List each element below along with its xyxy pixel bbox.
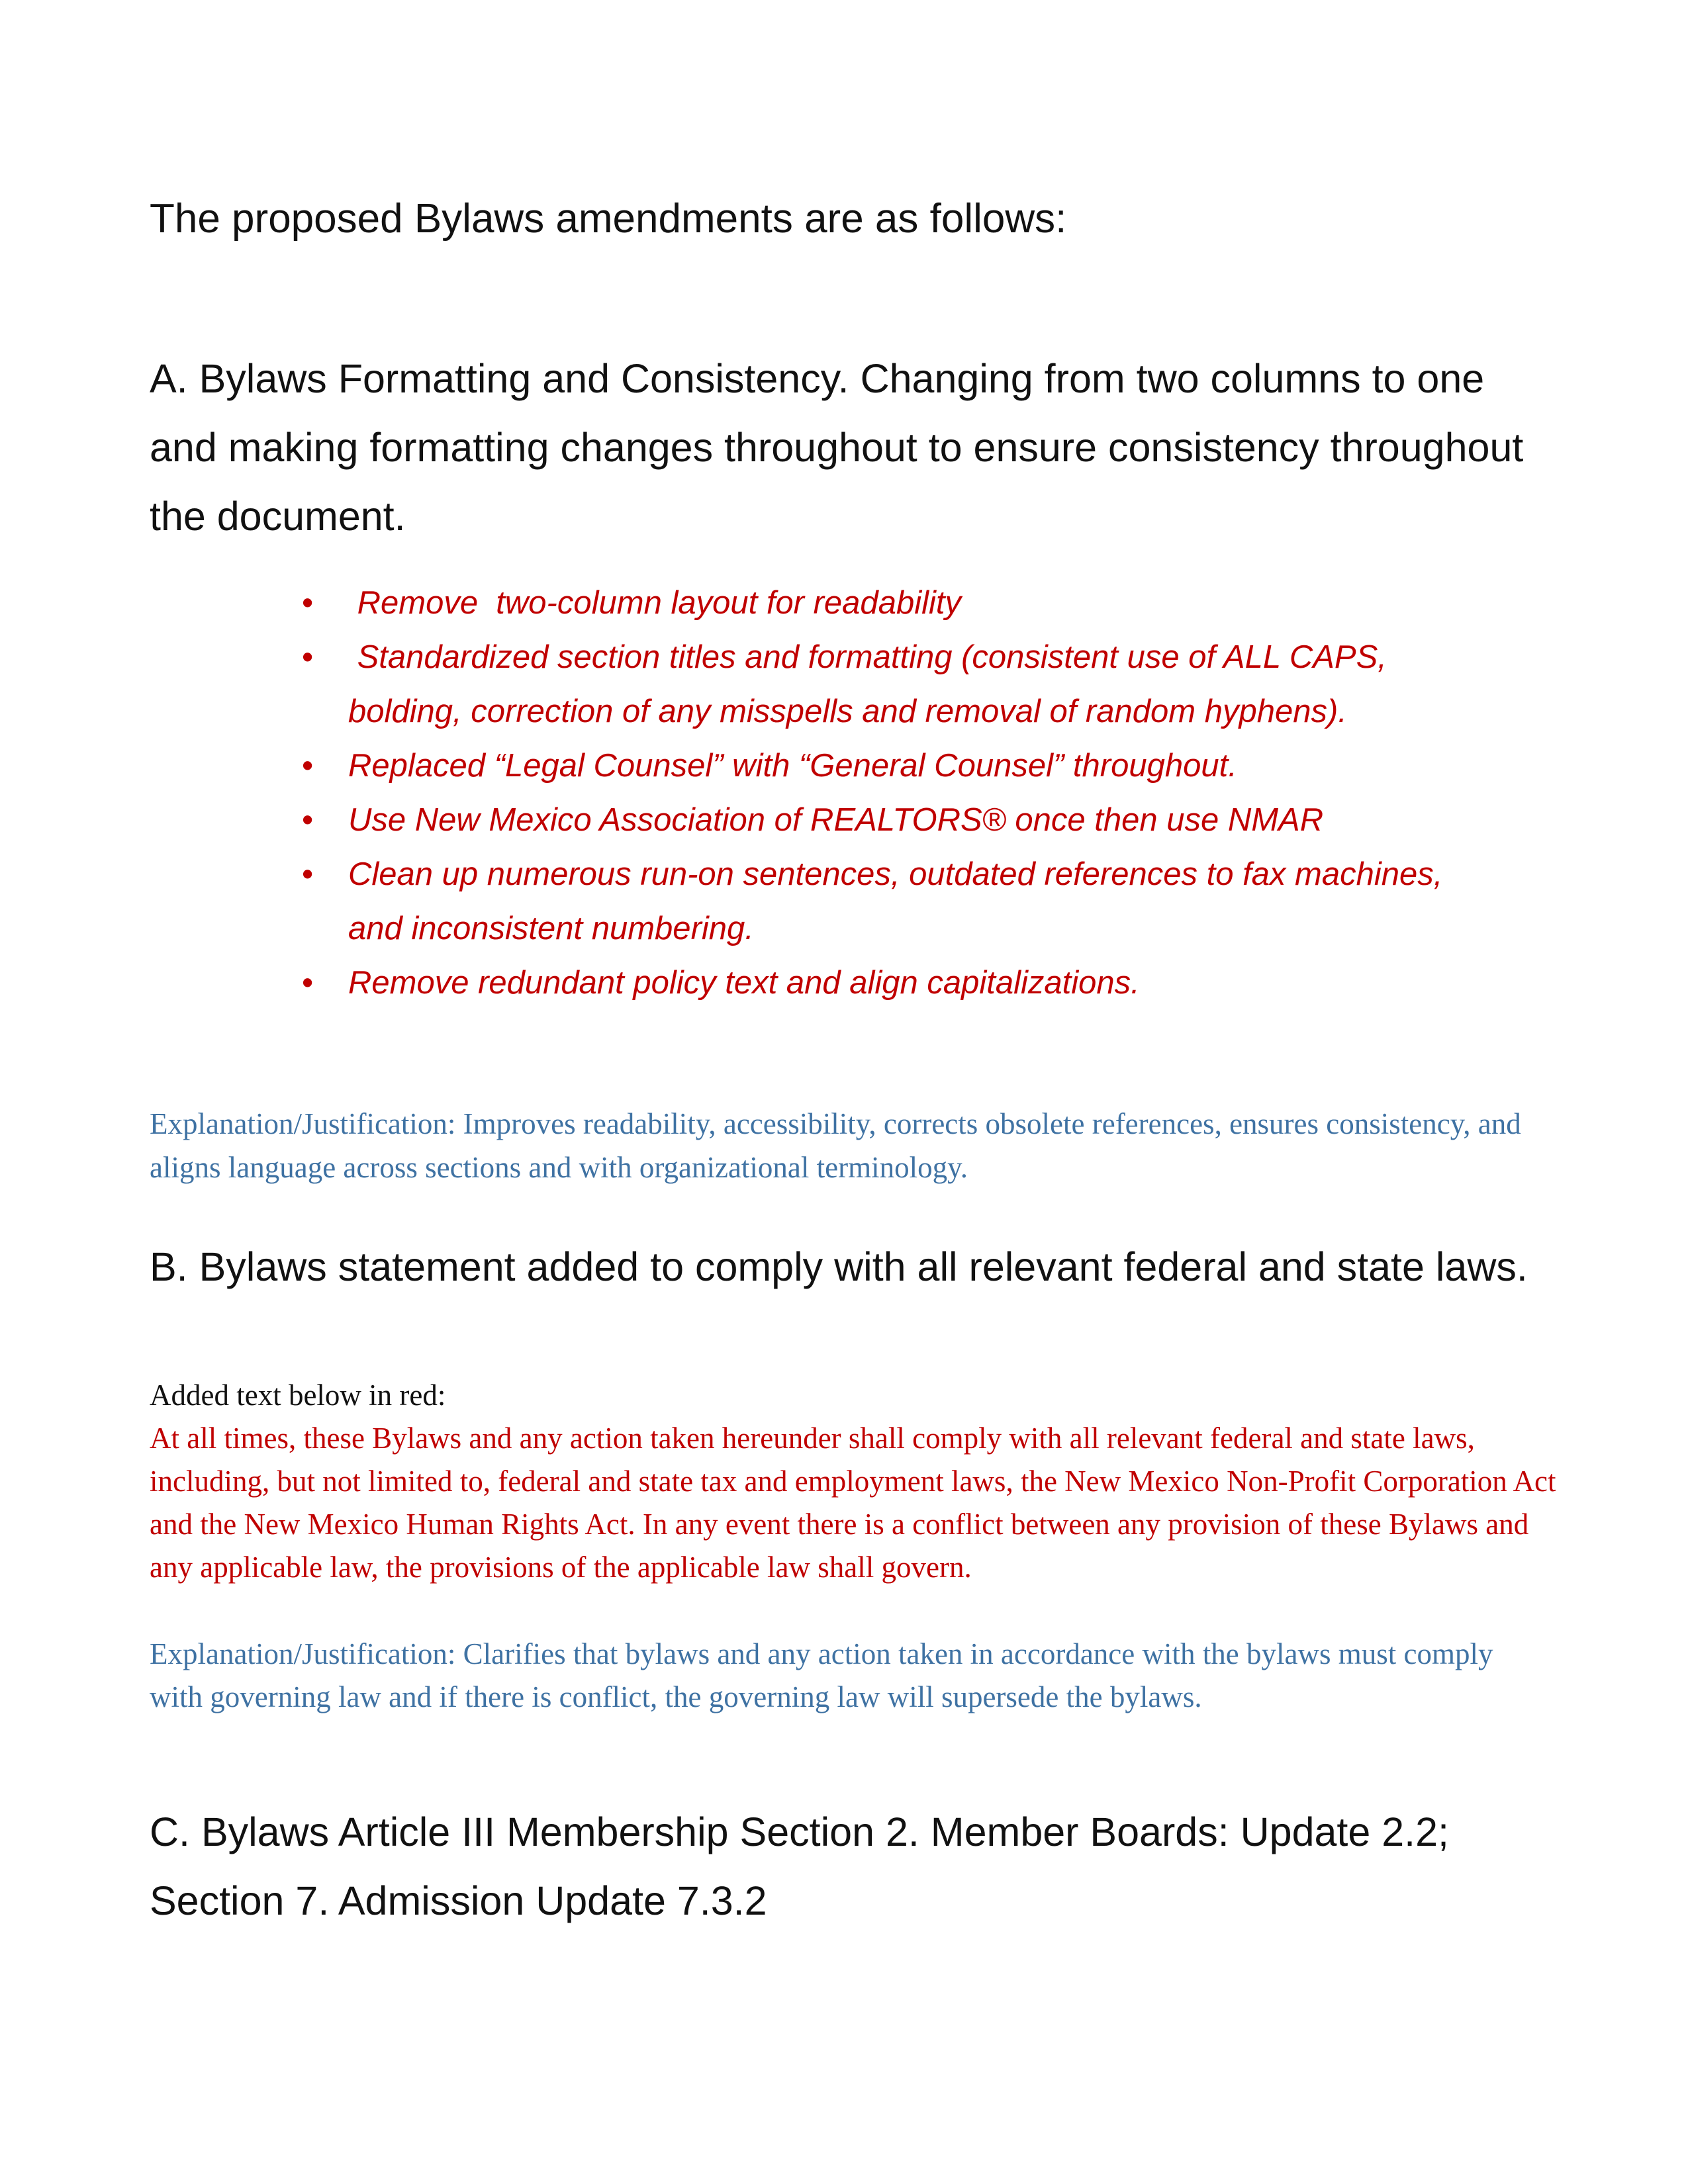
list-item — [302, 739, 1447, 793]
intro-line: The proposed Bylaws amendments are as follows: — [150, 196, 1067, 242]
bullet-text: Replaced “Legal Counsel” with “General Counsel” throughout. — [348, 748, 1237, 784]
list-item — [302, 793, 1447, 847]
section-b-heading: B. Bylaws statement added to comply with all relevant federal and state laws. — [150, 1244, 1528, 1289]
section-b-explanation: Explanation/Justification: Clarifies that bylaws and any action taken in accordance with the bylaws must comply with governing law and if there is conflict, the governing law will supersede the bylaws. — [150, 1637, 1493, 1713]
bullet-marker: • — [302, 856, 314, 892]
bullet-marker: • — [302, 802, 314, 838]
section-a-explanation: Explanation/Justification: Improves readability, accessibility, corrects obsolete references, ensures consistency, and aligns language across sections and with organizational terminology. — [150, 1107, 1521, 1184]
bullet-text: Remove redundant policy text and align capitalizations. — [348, 965, 1140, 1001]
bullet-text: Remove two-column layout for readability — [348, 585, 961, 621]
bullet-text: Use New Mexico Association of REALTORS® once then use NMAR — [348, 802, 1324, 838]
bullet-text: Standardized section titles and formatting (consistent use of ALL CAPS, bolding, correction of any misspells and removal of random hyphens). — [348, 639, 1396, 729]
list-item — [302, 956, 1447, 1010]
section-a-heading: A. Bylaws Formatting and Consistency. Changing from two columns to one and making formatting changes throughout to ensure consistency throughout the document. — [150, 356, 1524, 539]
added-text-label: Added text below in red: — [150, 1379, 446, 1412]
bullet-marker: • — [302, 585, 314, 621]
bullet-text: Clean up numerous run-on sentences, outdated references to fax machines, and inconsistent numbering. — [348, 856, 1443, 946]
section-a-bullet-list — [302, 576, 1447, 1010]
bullet-marker: • — [302, 965, 314, 1001]
bullet-marker: • — [302, 748, 314, 784]
added-bylaws-text: At all times, these Bylaws and any action taken hereunder shall comply with all relevant federal and state laws, including, but not limited to, federal and state tax and employment laws, the New Mexico Non-Profit Corporation Act and the New Mexico Human Rights Act. In any event there is a conflict between any provision of these Bylaws and any applicable law, the provisions of the applicable law shall govern. — [150, 1422, 1556, 1584]
list-item — [302, 576, 1447, 630]
bullet-marker: • — [302, 639, 314, 675]
list-item — [302, 847, 1447, 956]
section-c-heading: C. Bylaws Article III Membership Section 2. Member Boards: Update 2.2; Section 7. Admission Update 7.3.2 — [150, 1809, 1449, 1923]
list-item — [302, 630, 1447, 739]
